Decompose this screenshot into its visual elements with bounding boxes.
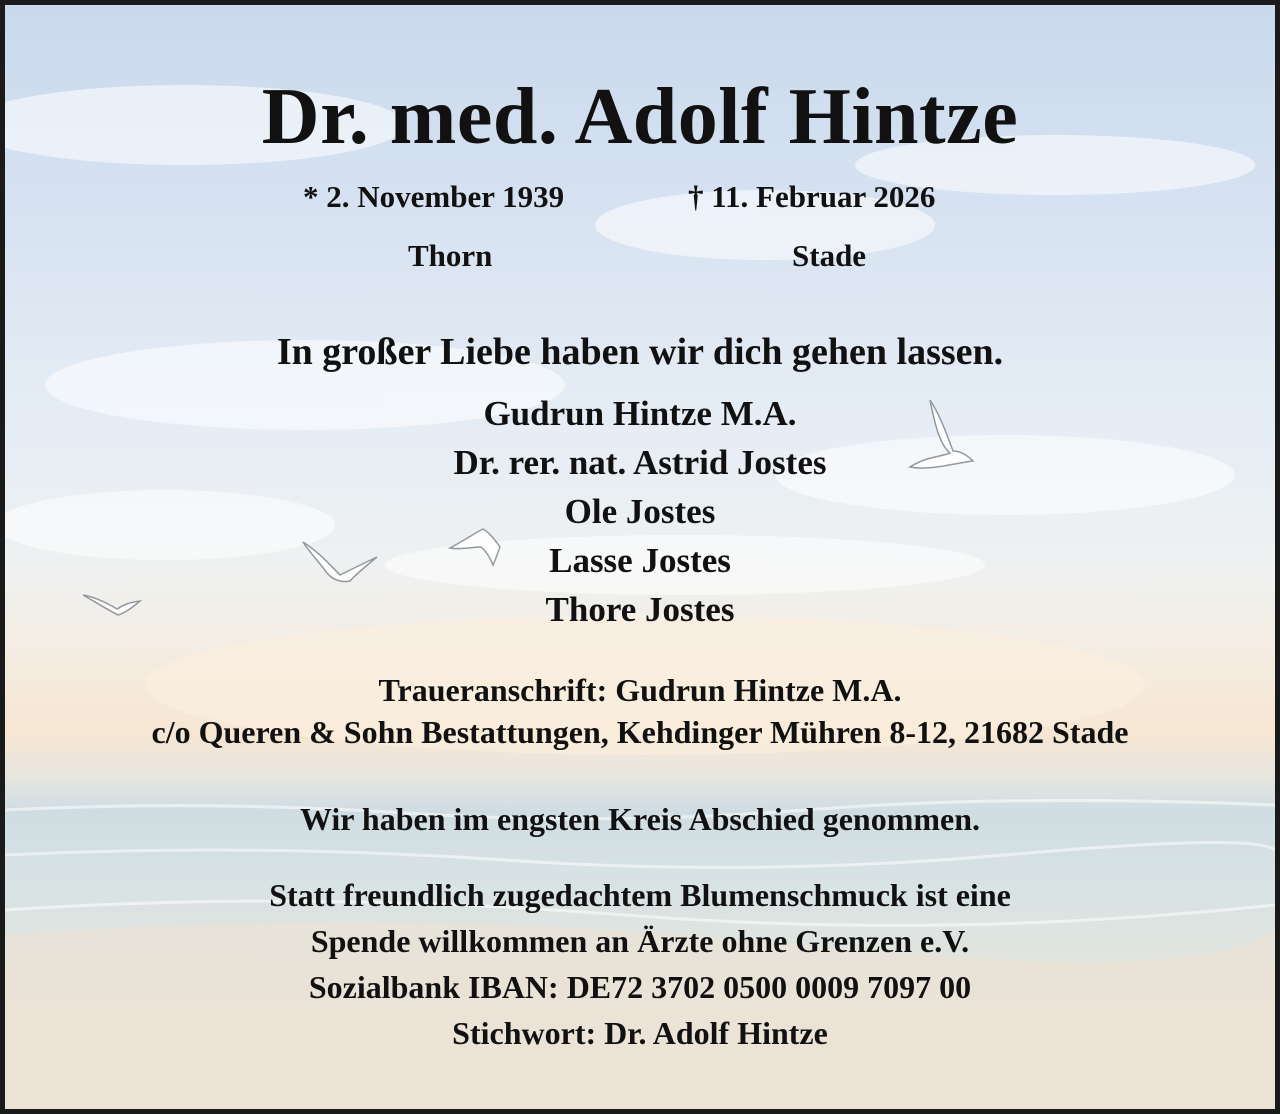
death-date: † 11. Februar 2026	[688, 179, 936, 214]
farewell-motto: In großer Liebe haben wir dich gehen lassen.	[276, 331, 1004, 373]
mourner-name: Ole Jostes	[564, 492, 716, 531]
birth-date: * 2. November 1939	[303, 179, 565, 214]
donation-line: Spende willkommen an Ärzte ohne Grenzen e.V.	[310, 923, 970, 959]
mourner-name: Gudrun Hintze M.A.	[483, 394, 797, 433]
donation-request	[5, 872, 1275, 1056]
funeral-home-address: c/o Queren & Sohn Bestattungen, Kehdinger Mühren 8-12, 21682 Stade	[151, 714, 1129, 750]
birth-place: Thorn	[408, 238, 493, 273]
mourner-name: Thore Jostes	[545, 590, 735, 629]
donation-line: Sozialbank IBAN: DE72 3702 0500 0009 7097 00	[308, 969, 972, 1005]
mourner-name: Lasse Jostes	[549, 541, 731, 580]
mourning-address-line: Traueranschrift: Gudrun Hintze M.A.	[378, 672, 902, 708]
notice-content	[5, 5, 1275, 1109]
life-dates	[5, 178, 1275, 218]
mourner-name: Dr. rer. nat. Astrid Jostes	[453, 443, 827, 482]
death-place: Stade	[792, 238, 867, 273]
deceased-name: Dr. med. Adolf Hintze	[261, 73, 1019, 161]
private-farewell-note: Wir haben im engsten Kreis Abschied genommen.	[299, 801, 981, 837]
life-places	[5, 237, 1275, 277]
donation-line: Stichwort: Dr. Adolf Hintze	[452, 1015, 828, 1051]
donation-line: Statt freundlich zugedachtem Blumenschmuck ist eine	[269, 877, 1011, 913]
mourners-list	[5, 389, 1275, 634]
